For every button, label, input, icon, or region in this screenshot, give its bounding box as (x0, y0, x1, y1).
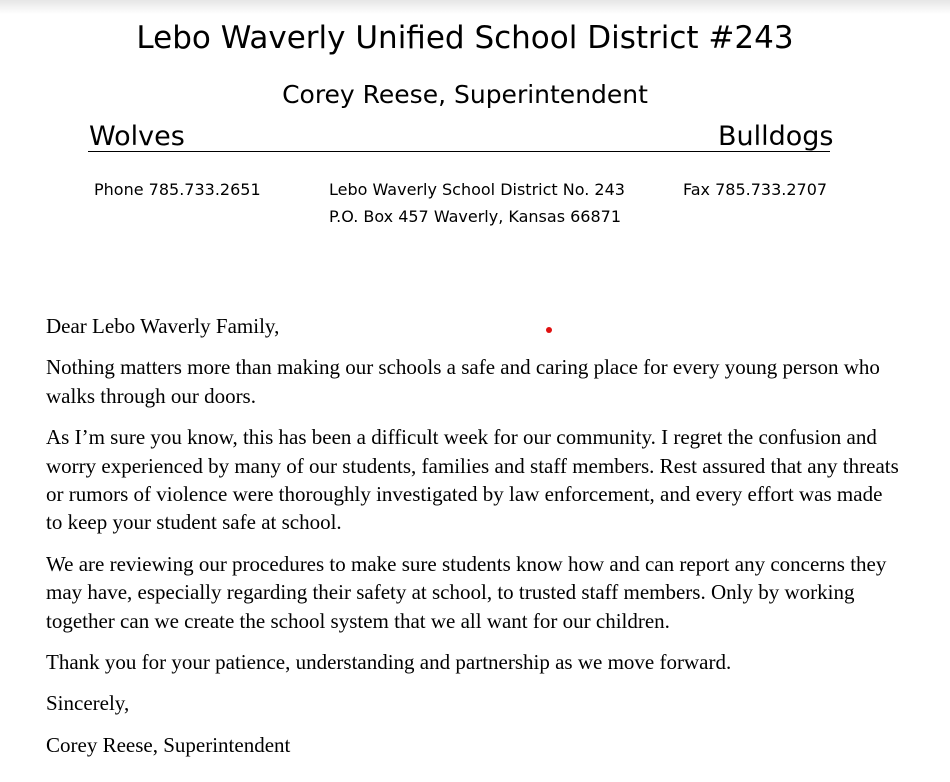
closing: Sincerely, (46, 691, 130, 716)
address-line-1: Lebo Waverly School District No. 243 (329, 180, 625, 199)
district-title: Lebo Waverly Unified School District #243 (136, 20, 794, 56)
letterhead-rule (88, 151, 830, 152)
address-line-2: P.O. Box 457 Waverly, Kansas 66871 (329, 207, 622, 226)
superintendent-heading: Corey Reese, Superintendent (282, 80, 648, 109)
paragraph: Nothing matters more than making our schools a safe and caring place for every young person who walks through our doors. (46, 355, 880, 408)
letter-body (46, 312, 902, 772)
mascot-bulldogs: Bulldogs (718, 121, 834, 152)
paragraph: As I’m sure you know, this has been a difficult week for our community. I regret the confusion and worry experienced by many of our students, families and staff members. Rest assured that any threats or rumors of violence were thoroughly investigated by law enforcement, and every effort was made to keep your student safe at school. (46, 425, 899, 535)
phone-number: Phone 785.733.2651 (94, 180, 261, 199)
signature: Corey Reese, Superintendent (46, 732, 291, 757)
salutation: Dear Lebo Waverly Family, (46, 314, 280, 338)
page-top-shadow (0, 0, 950, 14)
fax-number: Fax 785.733.2707 (683, 180, 828, 199)
paragraph: We are reviewing our procedures to make sure students know how and can report any concerns they may have, especially regarding their safety at school, to trusted staff members. Only by working together can we create the school system that we all want for our children. (46, 551, 887, 633)
mascot-wolves: Wolves (89, 121, 185, 152)
paragraph: Thank you for your patience, understanding and partnership as we move forward. (46, 650, 732, 675)
